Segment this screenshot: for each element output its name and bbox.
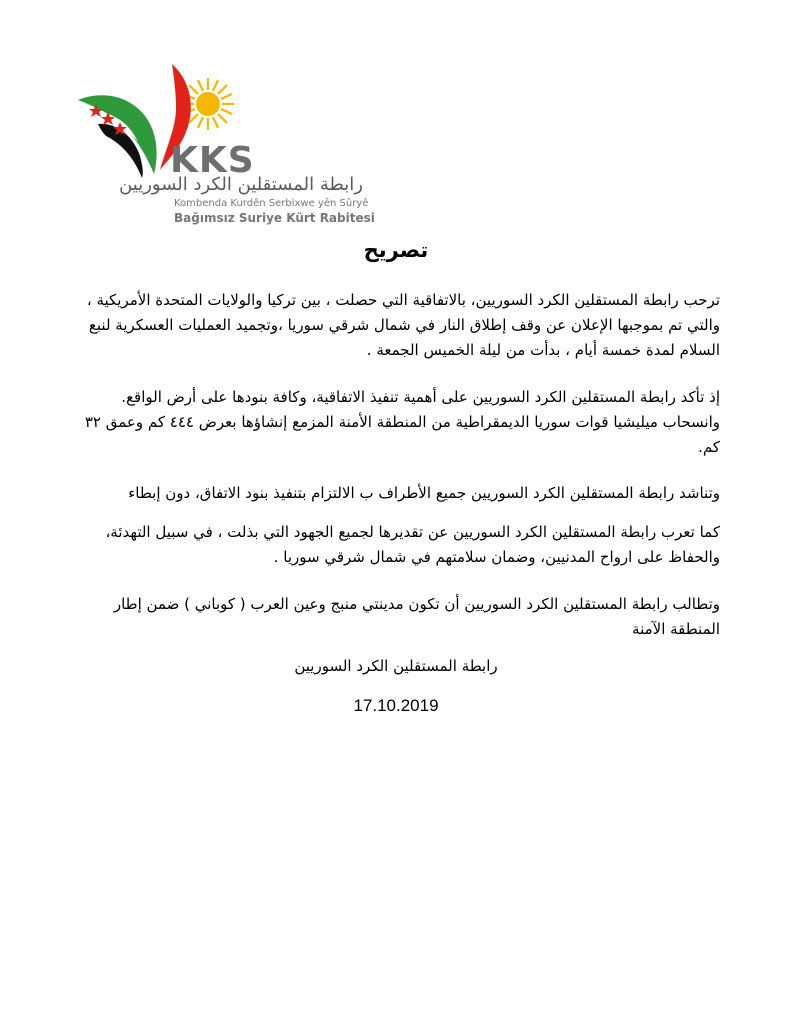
logo-name-turkish: Bağımsız Suriye Kürt Rabitesi (174, 211, 375, 225)
logo-abbreviation: KKS (170, 140, 255, 181)
paragraph-2: إذ تأكد رابطة المستقلين الكرد السوريين على أهمية تنفيذ الاتفاقية، وكافة بنودها على أرض الواقع. وانسحاب ميليشيا قوات سوريا الديمقراطية من المنطقة الأمنة المزمع إنشاؤها بعرض ٤٤٤ كم وعمق ٣٢ كم. (84, 388, 720, 456)
logo-name-kurdish: Kombenda Kurdên Serbixwe yên Sûryê (174, 198, 369, 209)
document-date: 17.10.2019 (353, 696, 439, 715)
logo-name-arabic: رابطة المستقلين الكرد السوريين (119, 174, 363, 195)
document-title: تصريح (363, 238, 429, 262)
kks-logo (68, 52, 375, 232)
paragraph-5: وتطالب رابطة المستقلين الكرد السوريين أن تكون مدينتي منبج وعين العرب ( كوباني ) ضمن إطار المنطقة الآمنة (113, 595, 720, 638)
paragraph-1: ترحب رابطة المستقلين الكرد السوريين، بالاتفاقية التي حصلت ، بين تركيا والولايات المتحدة الأمريكية ، والتي تم بموجبها الإعلان عن وقف إطلاق النار في شمال شرقي سوريا ،وتجميد العمليات العسكرية لنبع السلام لمدة خمسة أيام ، بدأت من ليلة الخميس الجمعة . (86, 291, 720, 359)
paragraph-3: وتناشد رابطة المستقلين الكرد السوريين جميع الأطراف ب الالتزام بتنفيذ بنود الاتفاق، دون إبطاء (128, 484, 720, 502)
signature: رابطة المستقلين الكرد السوريين (294, 657, 498, 675)
paragraph-4: كما تعرب رابطة المستقلين الكرد السوريين عن تقديرها لجميع الجهود التي بذلت ، في سبيل التهدئة، والحفاظ على ارواح المدنيين، وضمان سلامتهم في شمال شرقي سوريا . (105, 523, 720, 566)
